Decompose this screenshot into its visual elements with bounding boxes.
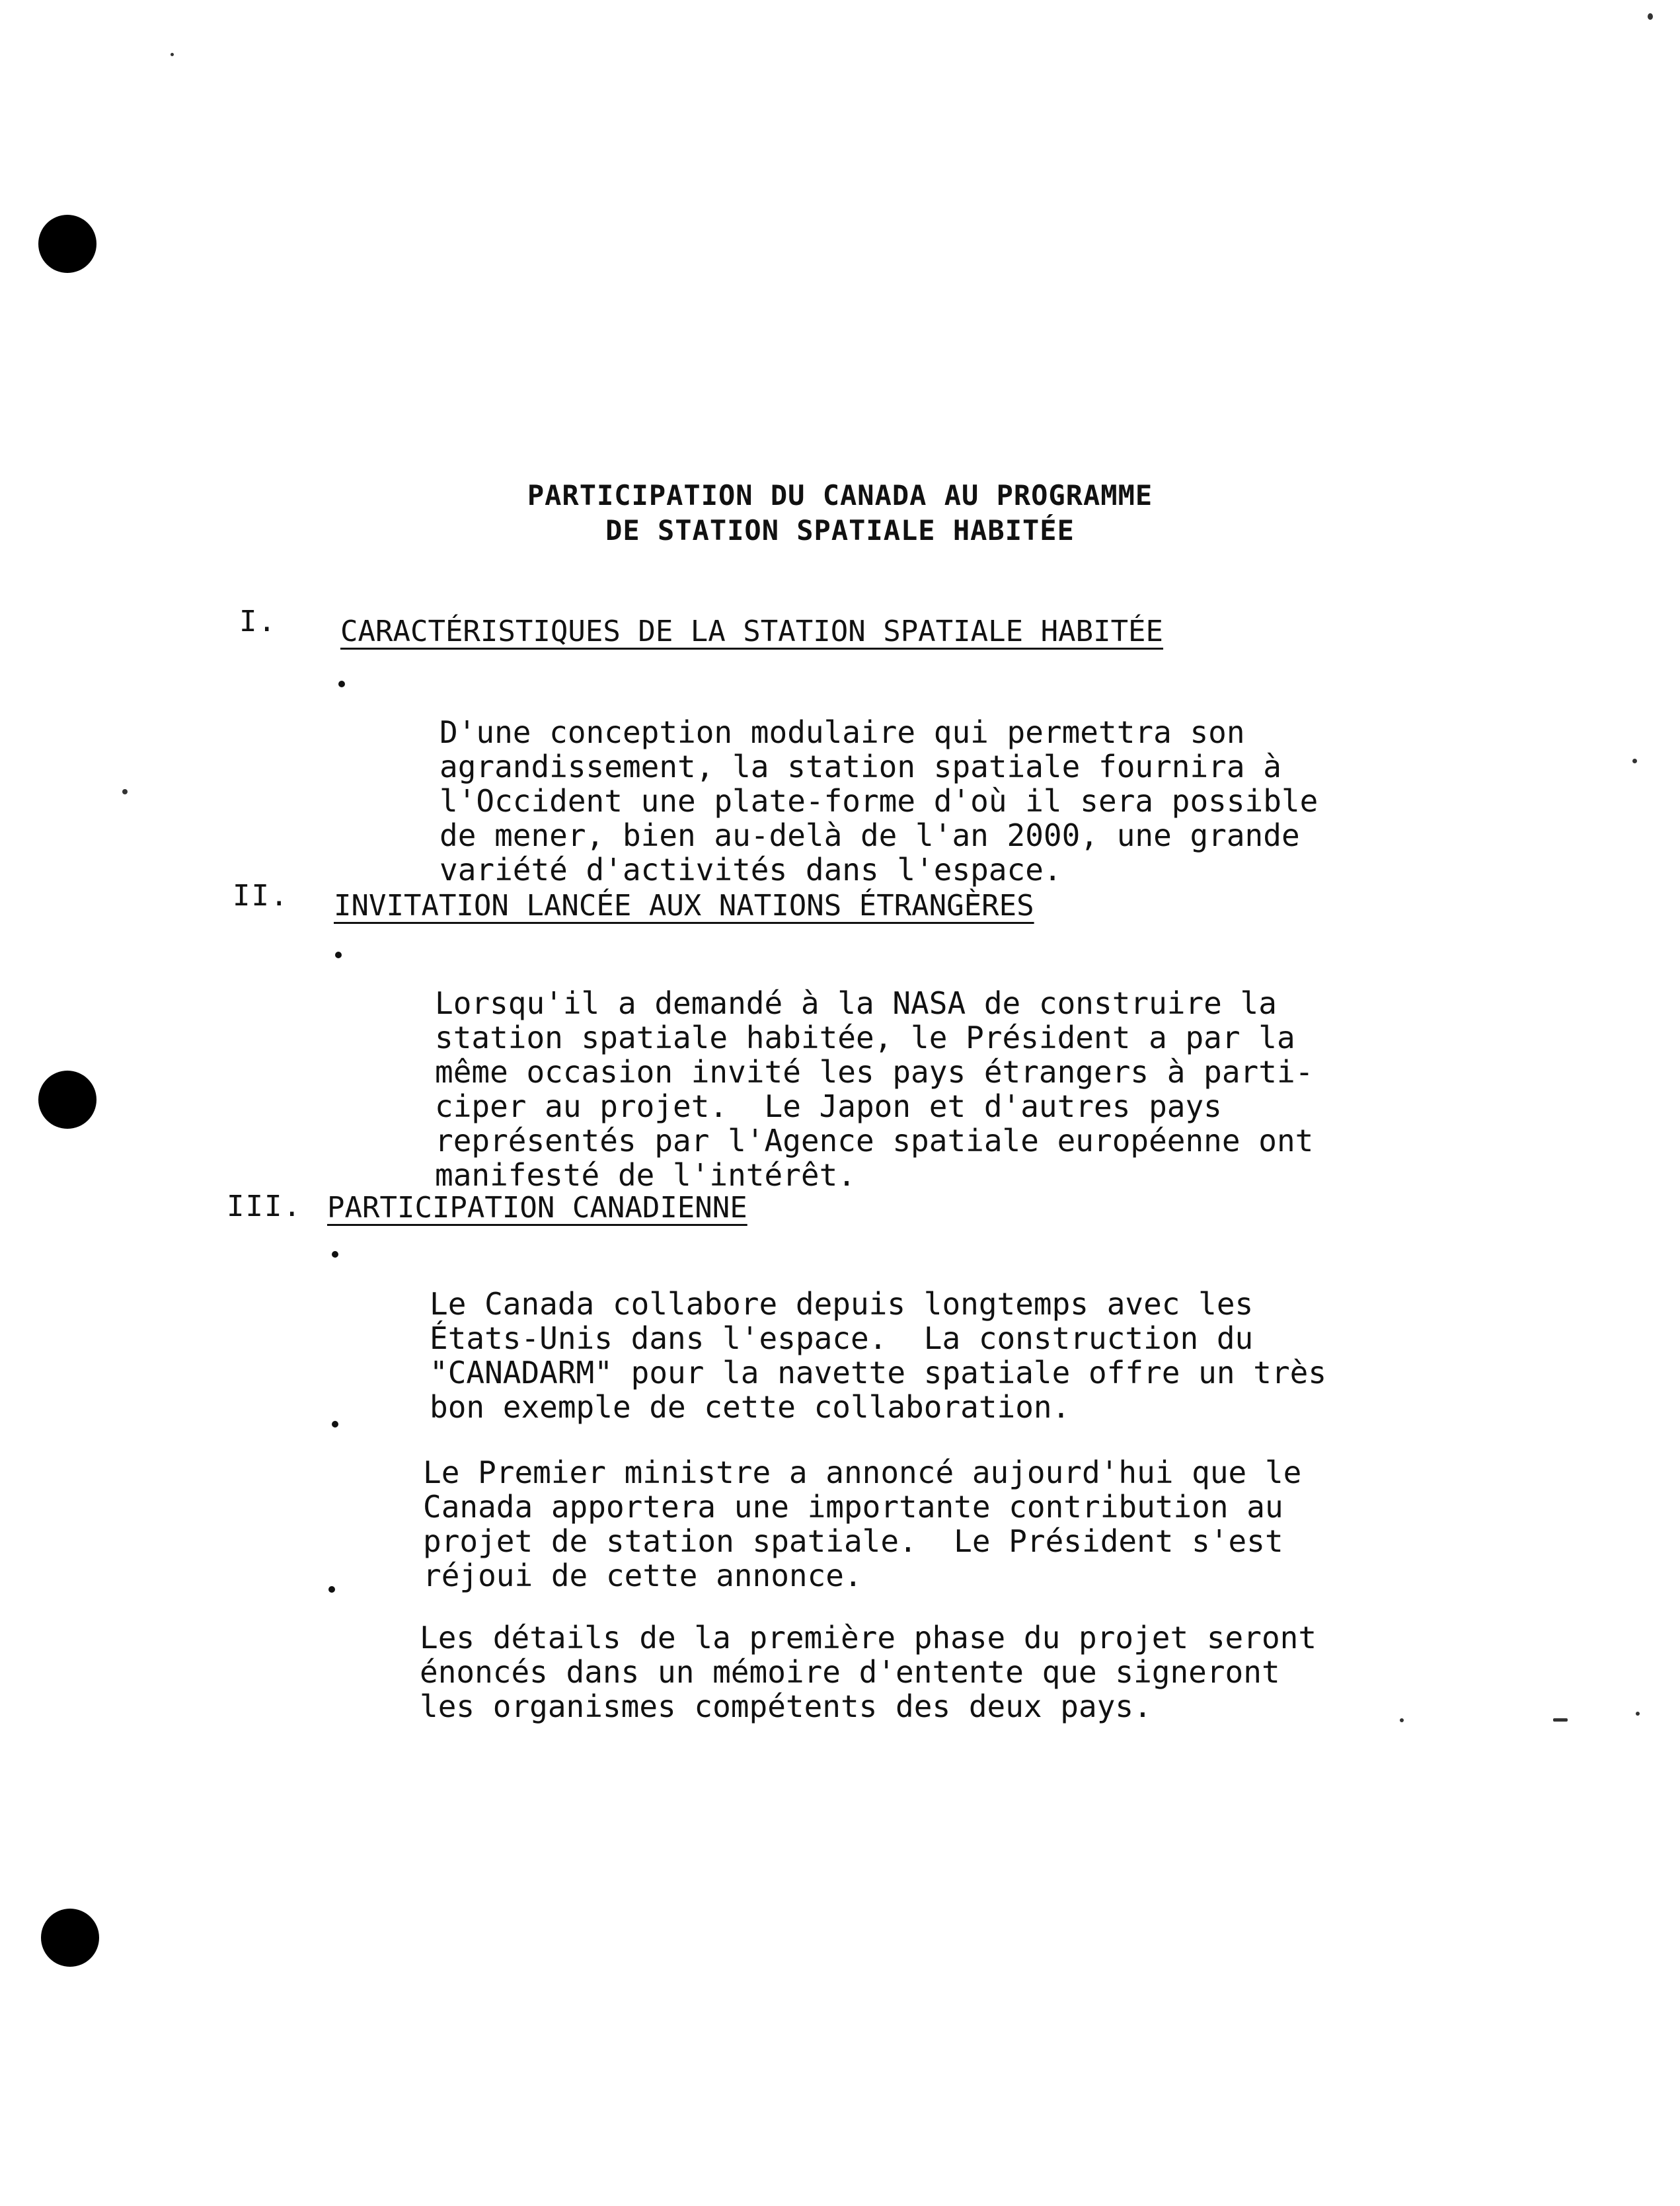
scan-speck [1648, 13, 1653, 20]
section-1-number: I. [239, 605, 277, 638]
paragraph-line: manifesté de l'intérêt. [435, 1157, 856, 1193]
scan-speck [122, 789, 128, 794]
binder-hole-middle [38, 1071, 96, 1129]
binder-hole-top [38, 215, 96, 273]
scan-speck [1400, 1718, 1404, 1722]
paragraph-line: projet de station spatiale. Le Président s'est [423, 1523, 1283, 1559]
paragraph-line: même occasion invité les pays étrangers à parti- [435, 1054, 1314, 1090]
scan-speck [171, 53, 174, 56]
paragraph-line: les organismes compétents des deux pays. [420, 1689, 1152, 1724]
section-3-number: III. [227, 1190, 302, 1223]
paragraph-line: Canada apportera une importante contribution au [423, 1489, 1283, 1525]
paragraph-line: Lorsqu'il a demandé à la NASA de construire la [435, 985, 1277, 1021]
paragraph-line: agrandissement, la station spatiale fournira à [439, 749, 1281, 784]
paragraph-line: ciper au projet. Le Japon et d'autres pays [435, 1088, 1222, 1124]
paragraph-line: énoncés dans un mémoire d'entente que signeront [420, 1654, 1280, 1690]
paragraph-line: Le Canada collabore depuis longtemps avec les [430, 1286, 1254, 1322]
section-1-heading: CARACTÉRISTIQUES DE LA STATION SPATIALE HABITÉE [340, 615, 1164, 648]
scan-speck [1553, 1718, 1568, 1722]
bullet-marker [332, 1251, 338, 1258]
paragraph-line: station spatiale habitée, le Président a par la [435, 1020, 1295, 1055]
document-title-line-2: DE STATION SPATIALE HABITÉE [605, 514, 1075, 547]
bullet-marker [338, 681, 345, 687]
bullet-marker [328, 1586, 335, 1593]
section-1-paragraph [439, 681, 1318, 887]
section-2-heading: INVITATION LANCÉE AUX NATIONS ÉTRANGÈRES [334, 889, 1034, 923]
paragraph-line: Les détails de la première phase du projet seront [420, 1620, 1317, 1655]
paragraph-line: représentés par l'Agence spatiale européenne ont [435, 1123, 1314, 1159]
paragraph-line: bon exemple de cette collaboration. [430, 1389, 1071, 1425]
section-2-number: II. [233, 879, 289, 913]
paragraph-line: "CANADARM" pour la navette spatiale offre un très [430, 1355, 1327, 1390]
section-3-heading: PARTICIPATION CANADIENNE [327, 1191, 747, 1225]
paragraph-line: Le Premier ministre a annoncé aujourd'hui que le [423, 1455, 1302, 1490]
paragraph-line: l'Occident une plate-forme d'où il sera possible [439, 783, 1318, 819]
section-3-paragraph-2 [423, 1421, 1301, 1593]
paragraph-line: variété d'activités dans l'espace. [439, 852, 1062, 888]
bullet-marker [332, 1421, 338, 1427]
paragraph-line: États-Unis dans l'espace. La construction du [430, 1320, 1254, 1356]
section-2-paragraph [435, 952, 1313, 1192]
scan-speck [1632, 759, 1637, 763]
paragraph-line: de mener, bien au-delà de l'an 2000, une grande [439, 818, 1300, 853]
paragraph-line: D'une conception modulaire qui permettra son [439, 714, 1245, 750]
scan-speck [1636, 1712, 1640, 1716]
section-3-paragraph-1 [430, 1252, 1326, 1424]
bullet-marker [335, 952, 342, 958]
document-title-line-1: PARTICIPATION DU CANADA AU PROGRAMME [527, 479, 1153, 512]
section-3-paragraph-3 [420, 1586, 1317, 1724]
paragraph-line: réjoui de cette annonce. [423, 1558, 862, 1593]
binder-hole-bottom [41, 1909, 99, 1967]
